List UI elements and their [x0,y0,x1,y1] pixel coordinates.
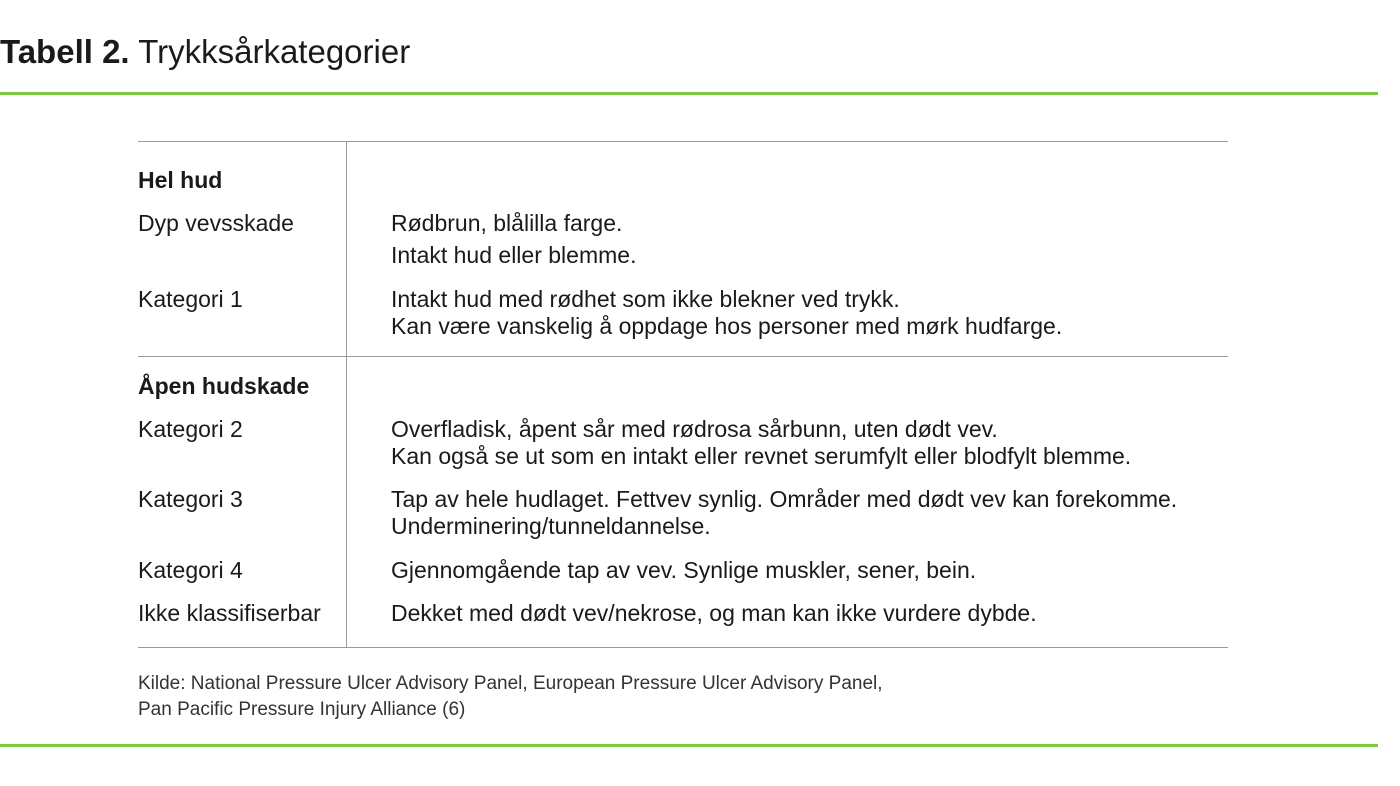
table-bottom-border [138,647,1228,648]
table-top-border [138,141,1228,142]
row-category: Dyp vevsskade [138,210,294,236]
table-number: Tabell 2. [0,33,130,70]
column-divider [346,142,347,648]
row-category: Kategori 1 [138,286,243,312]
source-note [138,671,883,723]
source-line: Kilde: National Pressure Ulcer Advisory Panel, European Pressure Ulcer Advisory Panel, [138,673,883,694]
top-accent-rule [0,92,1378,95]
section-heading: Hel hud [138,167,223,193]
row-description-line: Underminering/tunneldannelse. [391,513,711,539]
row-description-line: Tap av hele hudlaget. Fettvev synlig. Områder med dødt vev kan forekomme. [391,486,1178,512]
row-category: Kategori 3 [138,486,243,512]
section-divider [138,356,1228,357]
row-description-line: Dekket med dødt vev/nekrose, og man kan ikke vurdere dybde. [391,600,1037,626]
row-description-line: Rødbrun, blålilla farge. [391,210,623,236]
row-description-line: Overfladisk, åpent sår med rødrosa sårbunn, uten dødt vev. [391,416,998,442]
source-line: Pan Pacific Pressure Injury Alliance (6) [138,699,466,720]
page-title [0,30,410,74]
row-description-line: Kan også se ut som en intakt eller revnet serumfylt eller blodfylt blemme. [391,443,1132,469]
bottom-accent-rule [0,744,1378,747]
section-heading: Åpen hudskade [138,373,310,399]
row-description-line: Kan være vanskelig å oppdage hos personer med mørk hudfarge. [391,313,1063,339]
row-category: Kategori 2 [138,416,243,442]
table-title: Trykksårkategorier [138,33,411,70]
row-description-line: Intakt hud eller blemme. [391,242,637,268]
row-description-line: Intakt hud med rødhet som ikke blekner ved trykk. [391,286,900,312]
row-description-line: Gjennomgående tap av vev. Synlige muskler, sener, bein. [391,557,977,583]
row-category: Kategori 4 [138,557,243,583]
row-category: Ikke klassifiserbar [138,600,321,626]
